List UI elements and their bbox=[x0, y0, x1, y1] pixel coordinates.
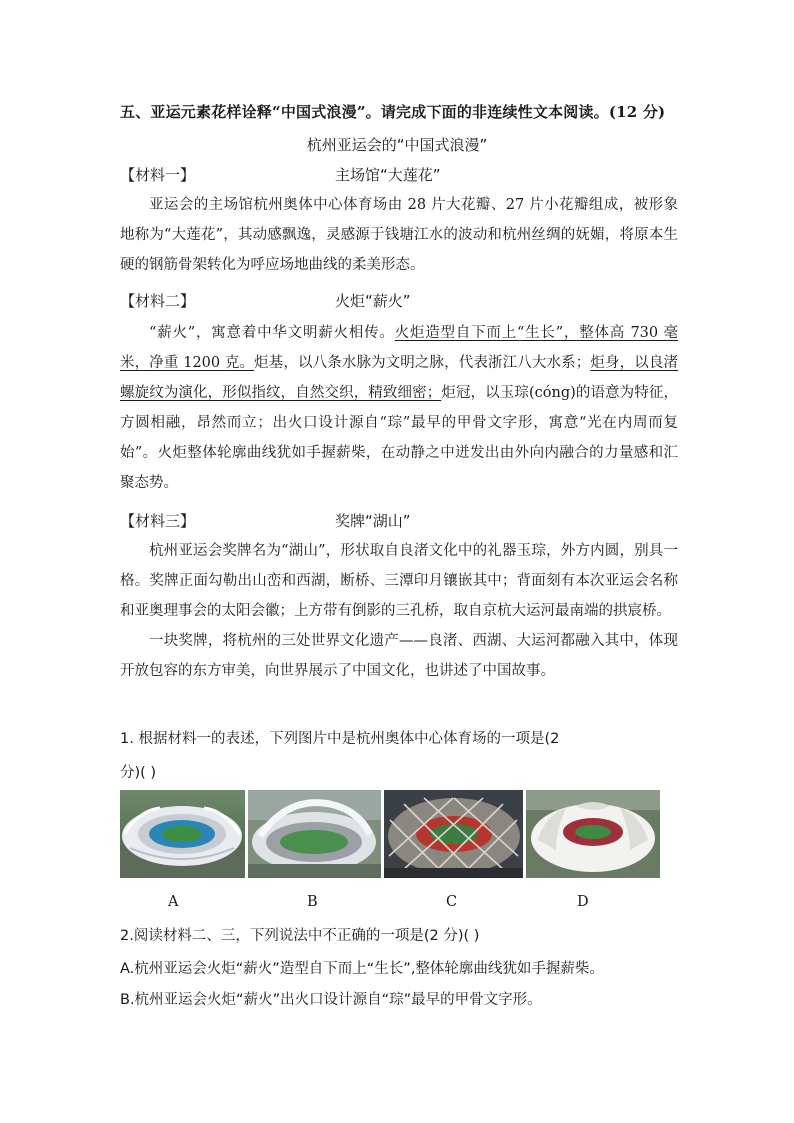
question-1 bbox=[120, 725, 680, 787]
material-header-2 bbox=[120, 290, 680, 312]
paragraph: 亚运会的主场馆杭州奥体中心体育场由 28 片大花瓣、27 片小花瓣组成，被形象地称为“大莲花”，其动感飘逸，灵感源于钱塘江水的波动和杭州丝绸的妩媚，将原本生硬的钢筋骨架转化为呼应场地曲线的柔美形态。 bbox=[120, 197, 678, 273]
text-span: “薪火”，寓意着中华文明薪火相传。 bbox=[149, 325, 395, 341]
stadium-image-b bbox=[248, 790, 381, 878]
material-label: 【材料一】 bbox=[120, 166, 196, 184]
paragraph: 一块奖牌，将杭州的三处世界文化遗产——良渚、西湖、大运河都融入其中，体现开放包容的东方审美，向世界展示了中国文化，也讲述了中国故事。 bbox=[120, 633, 678, 679]
option-label-c: C bbox=[446, 894, 458, 910]
stadium-image-c bbox=[384, 790, 523, 878]
material-label: 【材料三】 bbox=[120, 512, 196, 530]
option-label-a: A bbox=[168, 894, 179, 910]
choice-a: A.杭州亚运会火炬“薪火”造型自下而上“生长”,整体轮廓曲线犹如手握薪柴。 bbox=[120, 961, 604, 977]
question-text: 1. 根据材料一的表述，下列图片中是杭州奥体中心体育场的一项是(2 bbox=[120, 731, 560, 747]
material-label: 【材料二】 bbox=[120, 292, 196, 310]
option-label-b: B bbox=[307, 894, 318, 910]
option-images bbox=[120, 790, 660, 878]
material-title: 主场馆“大莲花” bbox=[335, 166, 441, 184]
material-3-text bbox=[120, 536, 678, 686]
text-span: 炬冠，以玉琮(cóng)的语意为特征，方圆相融，昂然而立；出火口设计源自“琮”最早的甲骨文字形，寓意“光在内周而复始”。火炬整体轮廓曲线犹如手握薪柴，在动静之中迸发出由外向内融合的力量感和汇聚态势。 bbox=[120, 385, 678, 491]
paragraph bbox=[120, 318, 678, 498]
material-title: 奖牌“湖山” bbox=[335, 512, 411, 530]
material-header-3 bbox=[120, 510, 680, 532]
material-title: 火炬“薪火” bbox=[335, 292, 411, 310]
question-2: 2.阅读材料二、三，下列说法中不正确的一项是(2 分)( ) bbox=[120, 928, 480, 944]
option-label-d: D bbox=[577, 894, 589, 910]
question-text: 分)( ) bbox=[120, 765, 157, 781]
material-2-text bbox=[120, 318, 678, 498]
stadium-image-d bbox=[526, 790, 660, 878]
material-1-text bbox=[120, 190, 678, 280]
stadium-image-a bbox=[120, 790, 245, 878]
article-title: 杭州亚运会的“中国式浪漫” bbox=[306, 136, 488, 154]
underlined-span: 炬身，以良渚螺旋纹为演化，形似指纹，自然交织，精致细密； bbox=[120, 355, 678, 401]
section-heading: 五、亚运元素花样诠释“中国式浪漫”。请完成下面的非连续性文本阅读。(12 分) bbox=[120, 103, 666, 121]
paragraph: 杭州亚运会奖牌名为“湖山”，形状取自良渚文化中的礼器玉琮，外方内圆，别具一格。奖牌正面勾勒出山峦和西湖，断桥、三潭印月镶嵌其中；背面刻有本次亚运会名称和亚奥理事会的太阳会徽；上方带有倒影的三孔桥，取自京杭大运河最南端的拱宸桥。 bbox=[120, 543, 678, 619]
choice-b: B.杭州亚运会火炬“薪火”出火口设计源自“琮”最早的甲骨文字形。 bbox=[120, 992, 542, 1008]
text-span: 炬基，以八条水脉为文明之脉，代表浙江八大水系； bbox=[254, 355, 591, 371]
underlined-span: 火炬造型自下而上“生长”，整体高 730 毫米，净重 1200 克。 bbox=[120, 325, 679, 371]
material-header-1 bbox=[120, 164, 680, 186]
